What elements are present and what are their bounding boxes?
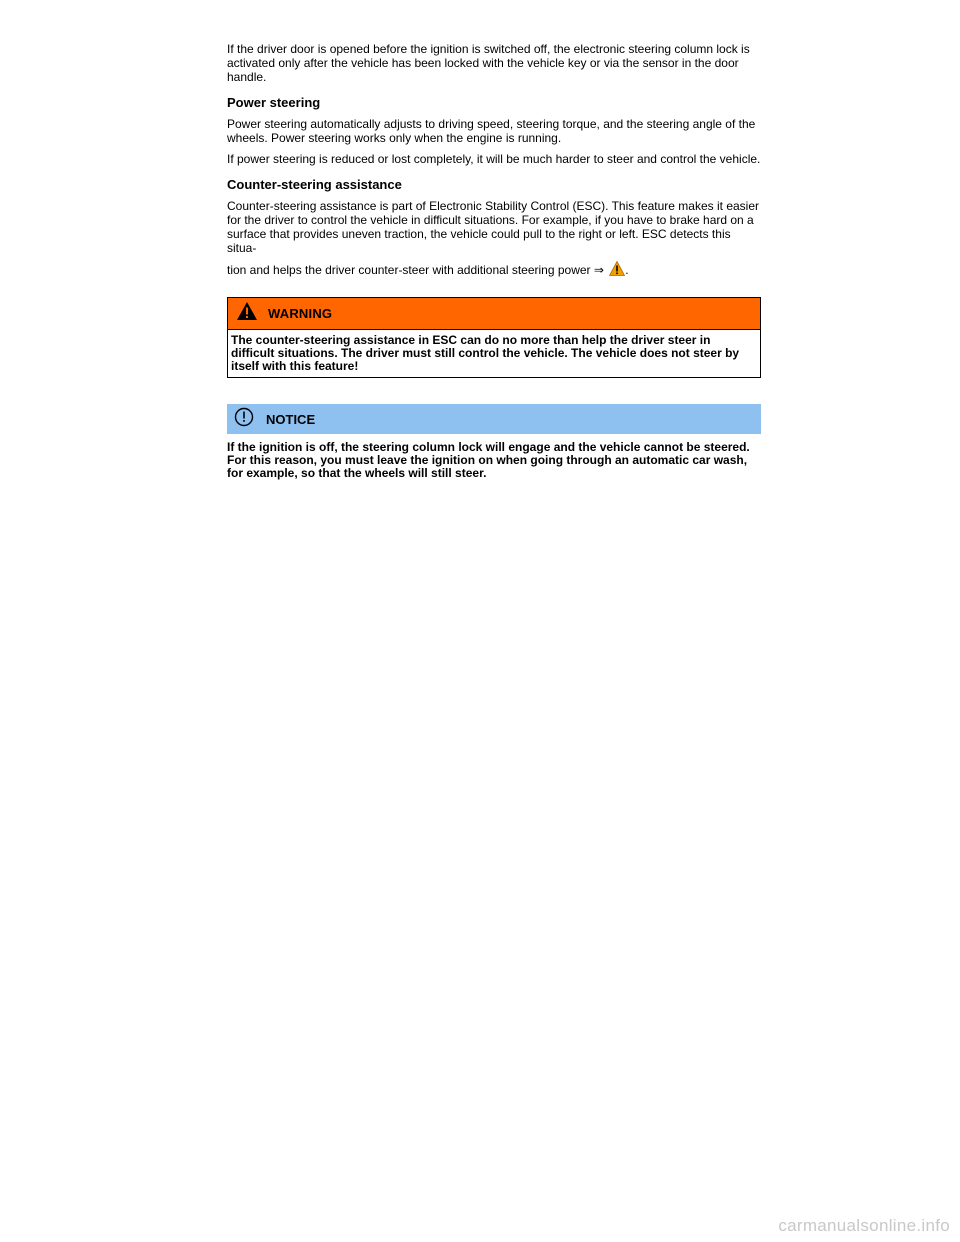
watermark: carmanualsonline.info (778, 1216, 950, 1235)
warning-box (227, 297, 761, 378)
counter-steering-paragraph-end-text: tion and helps the driver counter-steer with additional steering power ⇒ (227, 263, 604, 277)
warning-header (228, 298, 760, 330)
notice-header (227, 404, 761, 434)
exclamation-circle-icon (234, 407, 254, 432)
warning-triangle-icon (236, 301, 258, 326)
manual-page-content (227, 42, 761, 480)
intro-paragraph: If the driver door is opened before the ignition is switched off, the electronic steering column lock is activated only after the vehicle has been locked with the vehicle key or via the sensor in the door handle. (227, 42, 750, 84)
warning-text: The counter-steering assistance in ESC can do no more than help the driver steer in difficult situations. The driver must still control the vehicle. The vehicle does not steer by itself with this feature! (231, 333, 740, 373)
warning-triangle-icon[interactable] (609, 261, 625, 276)
power-steering-paragraph-2: If power steering is reduced or lost completely, it will be much harder to steer and control the vehicle. (227, 152, 761, 166)
counter-steering-period: . (625, 263, 629, 277)
counter-steering-heading: Counter-steering assistance (227, 177, 402, 192)
warning-title: WARNING (268, 306, 333, 321)
counter-steering-paragraph: Counter-steering assistance is part of Electronic Stability Control (ESC). This feature makes it easier for the driver to control the vehicle in difficult situations. For example, if you have to brake hard on a surface that provides uneven traction, the vehicle could pull to the right or left. ESC detects this situa- (227, 199, 759, 255)
notice-text: If the ignition is off, the steering column lock will engage and the vehicle cannot be steered. For this reason, you must leave the ignition on when going through an automatic car wash, for example, so that the wheels will still steer. (227, 440, 750, 480)
notice-title: NOTICE (266, 411, 316, 427)
power-steering-paragraph-1: Power steering automatically adjusts to driving speed, steering torque, and the steering angle of the wheels. Power steering works only when the engine is running. (227, 117, 756, 145)
power-steering-heading: Power steering (227, 95, 321, 110)
counter-steering-paragraph-end (227, 261, 761, 277)
